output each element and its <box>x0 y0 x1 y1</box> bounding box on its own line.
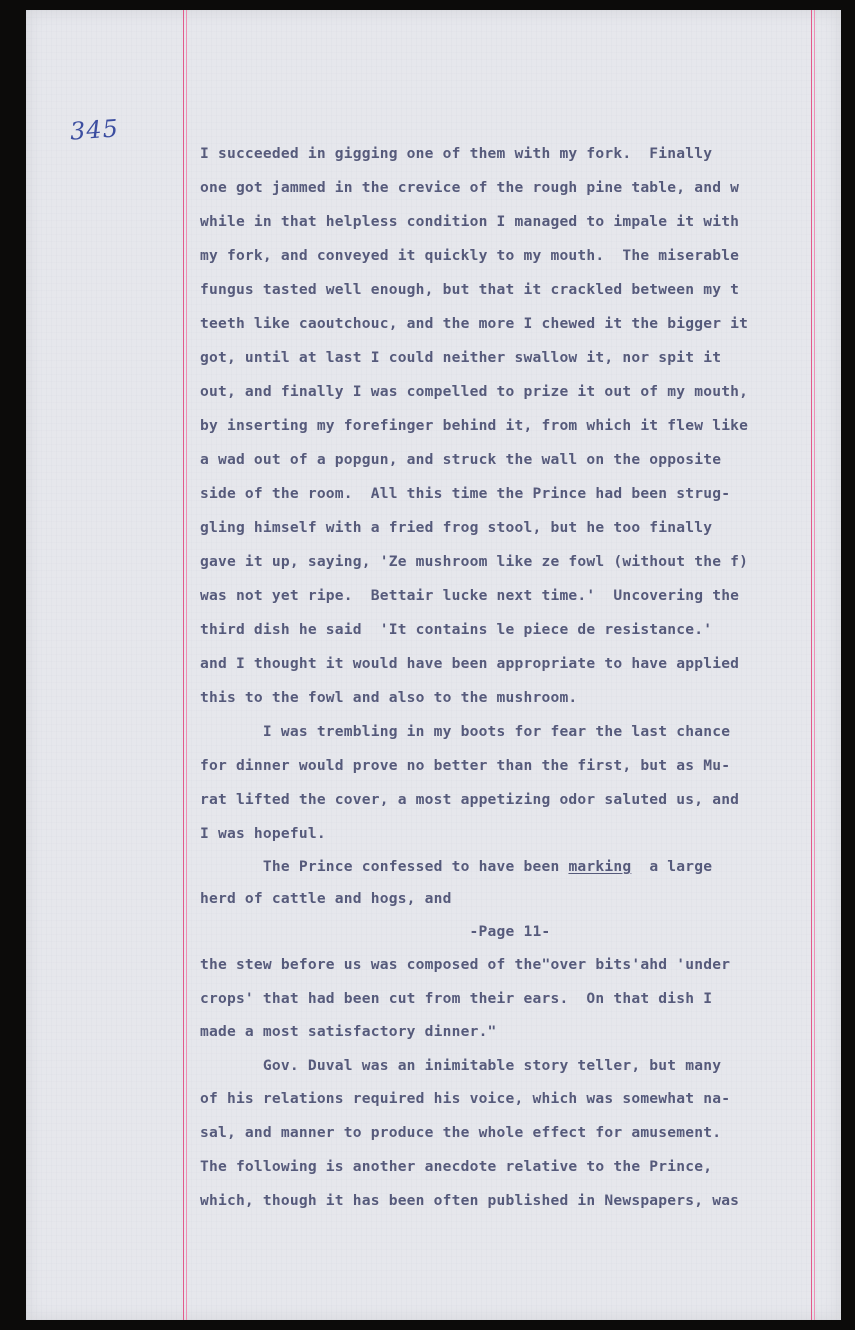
text-line: I was trembling in my boots for fear the last chance <box>200 723 731 740</box>
text-line: this to the fowl and also to the mushroom. <box>200 689 578 706</box>
text-line: one got jammed in the crevice of the rough pine table, and w <box>200 179 740 196</box>
text-line: rat lifted the cover, a most appetizing odor saluted us, and <box>200 791 740 808</box>
text-line: while in that helpless condition I managed to impale it with <box>200 213 740 230</box>
text-line: Gov. Duval was an inimitable story teller, but many <box>200 1057 722 1074</box>
handwritten-page-number: 345 <box>69 114 120 146</box>
text-line: I was hopeful. <box>200 825 326 842</box>
text-line: for dinner would prove no better than the first, but as Mu- <box>200 757 731 774</box>
text-fragment: a large <box>631 858 713 875</box>
right-margin-rule <box>811 10 812 1320</box>
text-line: the stew before us was composed of the"over bits'ahd 'under <box>200 956 731 973</box>
text-line: made a most satisfactory dinner." <box>200 1023 497 1040</box>
text-line: got, until at last I could neither swallow it, nor spit it <box>200 349 722 366</box>
text-line: my fork, and conveyed it quickly to my mouth. The miserable <box>200 247 740 264</box>
page-marker: -Page 11- <box>469 923 551 940</box>
text-line: and I thought it would have been appropriate to have applied <box>200 655 740 672</box>
text-line: I succeeded in gigging one of them with my fork. Finally <box>200 145 713 162</box>
text-line: gave it up, saying, 'Ze mushroom like ze fowl (without the f) <box>200 553 749 570</box>
text-line: herd of cattle and hogs, and <box>200 890 452 907</box>
text-line: by inserting my forefinger behind it, from which it flew like <box>200 417 749 434</box>
text-line: fungus tasted well enough, but that it crackled between my t <box>200 281 740 298</box>
text-line: a wad out of a popgun, and struck the wall on the opposite <box>200 451 722 468</box>
text-line: crops' that had been cut from their ears. On that dish I <box>200 990 713 1007</box>
underlined-word: marking <box>568 858 632 875</box>
text-line: sal, and manner to produce the whole effect for amusement. <box>200 1124 722 1141</box>
text-line: gling himself with a fried frog stool, but he too finally <box>200 519 713 536</box>
text-line: of his relations required his voice, which was somewhat na- <box>200 1090 731 1107</box>
left-margin-rule <box>183 10 184 1320</box>
text-line: was not yet ripe. Bettair lucke next time.' Uncovering the <box>200 587 740 604</box>
text-line: side of the room. All this time the Prince had been strug- <box>200 485 731 502</box>
text-line: third dish he said 'It contains le piece de resistance.' <box>200 621 713 638</box>
text-line: out, and finally I was compelled to prize it out of my mouth, <box>200 383 749 400</box>
text-line: teeth like caoutchouc, and the more I chewed it the bigger it <box>200 315 749 332</box>
text-fragment: The Prince confessed to have been <box>200 858 569 875</box>
text-line: The following is another anecdote relative to the Prince, <box>200 1158 713 1175</box>
document-page <box>26 10 841 1320</box>
text-line: which, though it has been often published in Newspapers, was <box>200 1192 740 1209</box>
right-margin-rule-inner <box>814 10 815 1320</box>
text-line-with-underline <box>200 857 712 877</box>
left-margin-rule-inner <box>186 10 187 1320</box>
